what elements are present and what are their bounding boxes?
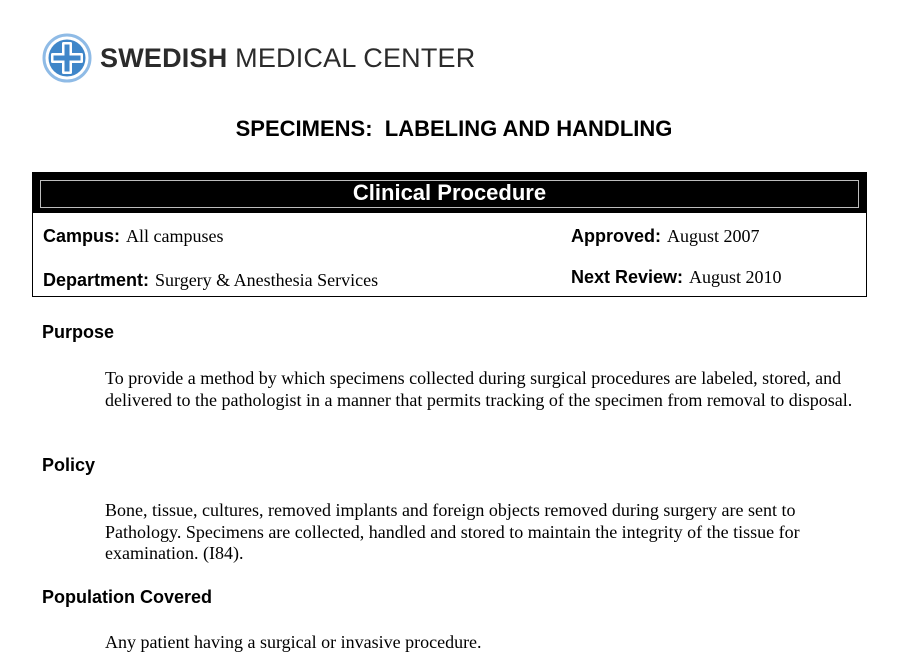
procedure-header-bar: [33, 173, 866, 213]
department-field: [43, 270, 378, 291]
document-title: SPECIMENS: LABELING AND HANDLING: [235, 116, 673, 141]
cross-logo-icon: [42, 33, 92, 83]
department-label: Department:: [43, 270, 150, 290]
approved-field: [571, 226, 760, 247]
purpose-heading: Purpose: [42, 322, 115, 342]
next-review-value: August 2010: [689, 267, 782, 287]
logo-brand-light: MEDICAL CENTER: [235, 42, 476, 73]
department-value: Surgery & Anesthesia Services: [155, 270, 379, 290]
approved-label: Approved:: [571, 226, 661, 246]
logo-wordmark: [100, 43, 475, 74]
next-review-label: Next Review:: [571, 267, 684, 287]
procedure-header-title: Clinical Procedure: [352, 180, 547, 205]
policy-text: Bone, tissue, cultures, removed implants and foreign objects removed during surgery are sent to Pathology. Specimens are collected, handled and stored to maintain the integrity of the tissue for examination. (I84).: [105, 500, 800, 563]
population-covered-heading: Population Covered: [42, 587, 213, 607]
population-covered-text: Any patient having a surgical or invasive procedure.: [105, 632, 482, 652]
policy-heading: Policy: [42, 455, 96, 475]
procedure-info-box: [32, 172, 867, 297]
logo-brand-bold: SWEDISH: [100, 42, 228, 73]
swedish-medical-center-logo: [42, 32, 475, 84]
campus-field: [43, 226, 224, 247]
purpose-text: To provide a method by which specimens collected during surgical procedures are labeled, stored, and delivered to the pathologist in a manner that permits tracking of the specimen from removal to disposal.: [105, 368, 853, 410]
approved-value: August 2007: [667, 226, 760, 246]
next-review-field: [571, 267, 782, 288]
campus-value: All campuses: [126, 226, 224, 246]
campus-label: Campus:: [43, 226, 121, 246]
